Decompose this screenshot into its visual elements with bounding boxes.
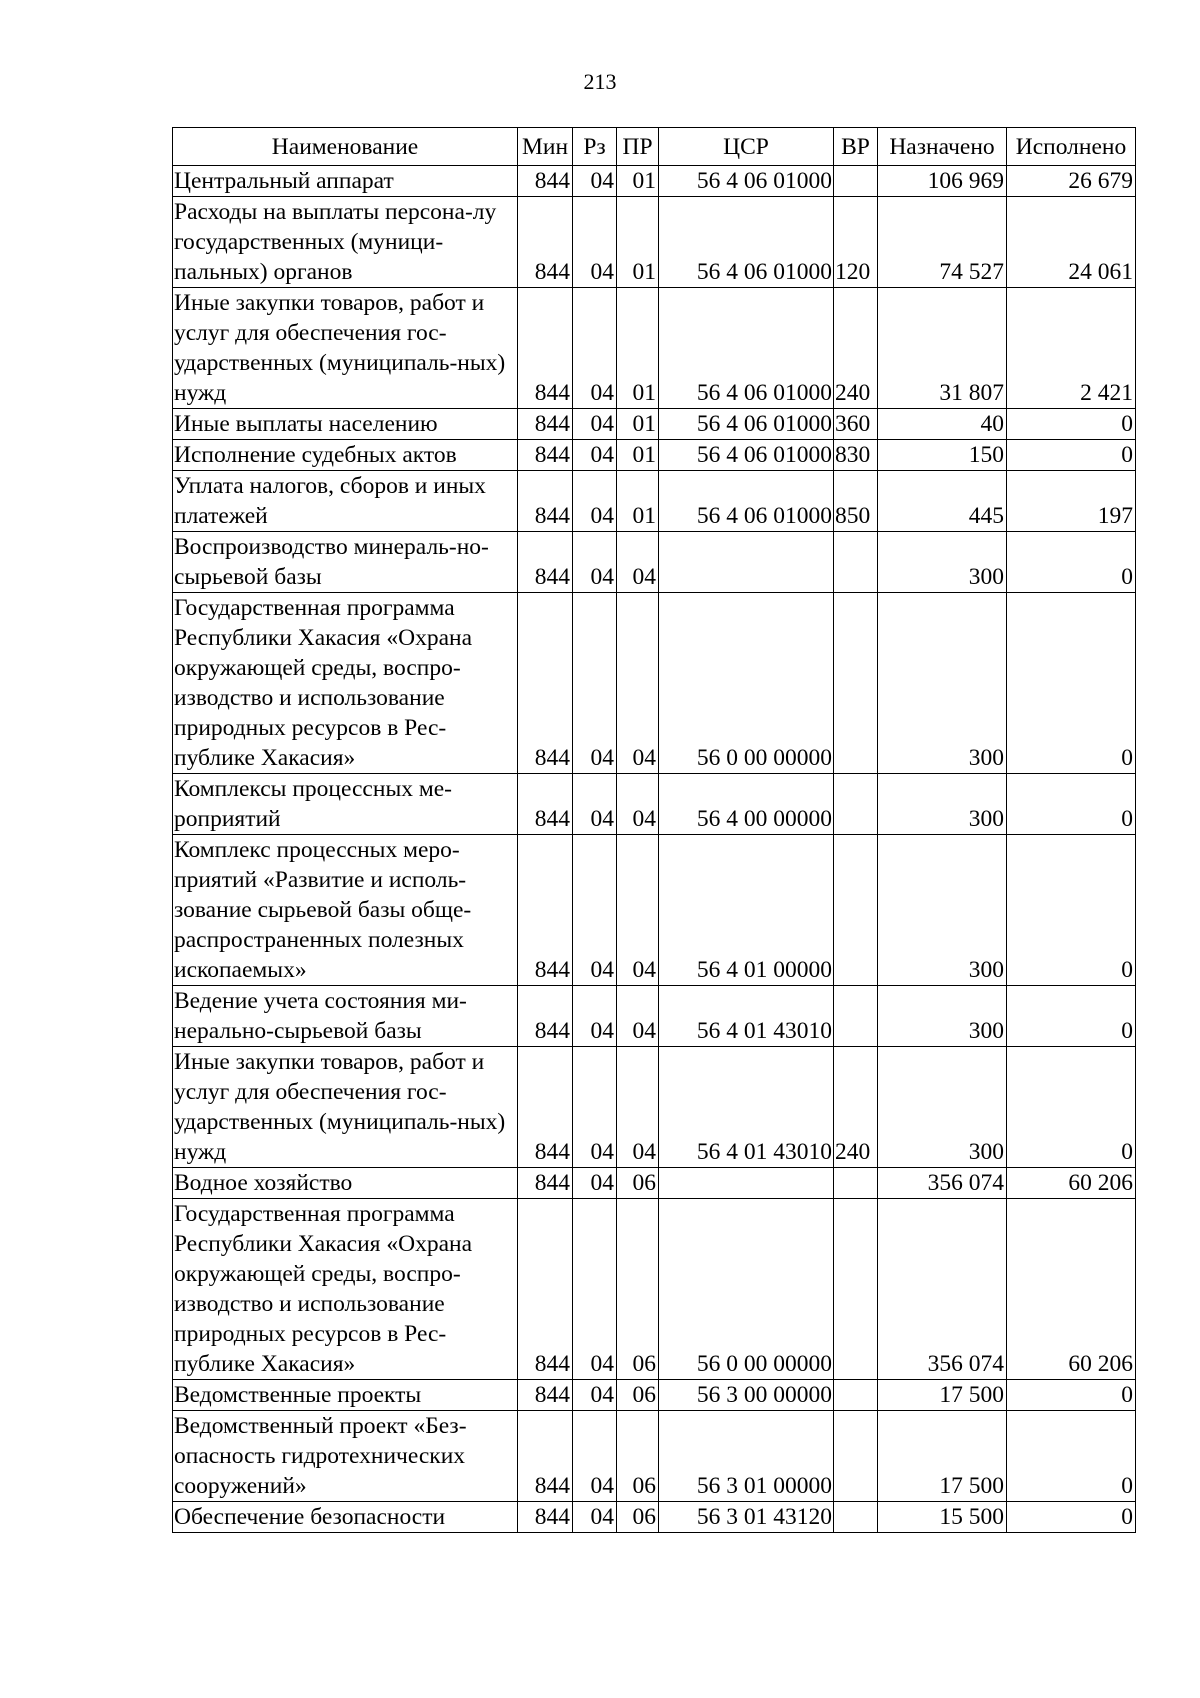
cell-vr [834, 774, 878, 835]
cell-min: 844 [518, 409, 573, 440]
cell-csr: 56 4 01 43010 [659, 1047, 834, 1168]
cell-vr: 240 [834, 1047, 878, 1168]
table-row [173, 1411, 1136, 1502]
cell-executed: 24 061 [1007, 197, 1136, 288]
table-row [173, 1502, 1136, 1533]
header-pr: ПР [617, 128, 659, 166]
cell-csr: 56 3 00 00000 [659, 1380, 834, 1411]
cell-min: 844 [518, 1502, 573, 1533]
cell-pr: 04 [617, 593, 659, 774]
cell-min: 844 [518, 1168, 573, 1199]
cell-csr: 56 4 01 00000 [659, 835, 834, 986]
table-row [173, 835, 1136, 986]
table-row [173, 1047, 1136, 1168]
cell-name: Иные закупки товаров, работ и услуг для обеспечения гос-ударственных (муниципаль-ных) нужд [173, 1047, 518, 1168]
table-header-row [173, 128, 1136, 166]
cell-csr: 56 4 00 00000 [659, 774, 834, 835]
table-row [173, 1168, 1136, 1199]
cell-assigned: 17 500 [878, 1380, 1007, 1411]
cell-pr: 04 [617, 986, 659, 1047]
cell-vr: 850 [834, 471, 878, 532]
cell-executed: 0 [1007, 774, 1136, 835]
cell-csr: 56 3 01 00000 [659, 1411, 834, 1502]
header-assigned: Назначено [878, 128, 1007, 166]
cell-pr: 04 [617, 1047, 659, 1168]
cell-executed: 0 [1007, 835, 1136, 986]
cell-pr: 04 [617, 774, 659, 835]
cell-vr [834, 1502, 878, 1533]
cell-csr: 56 0 00 00000 [659, 1199, 834, 1380]
cell-pr: 04 [617, 532, 659, 593]
cell-executed: 0 [1007, 1047, 1136, 1168]
cell-assigned: 40 [878, 409, 1007, 440]
cell-pr: 06 [617, 1411, 659, 1502]
cell-pr: 01 [617, 288, 659, 409]
cell-name: Обеспечение безопасности [173, 1502, 518, 1533]
cell-csr: 56 0 00 00000 [659, 593, 834, 774]
table-row [173, 288, 1136, 409]
cell-vr [834, 986, 878, 1047]
table-row [173, 197, 1136, 288]
cell-assigned: 300 [878, 1047, 1007, 1168]
cell-executed: 2 421 [1007, 288, 1136, 409]
cell-min: 844 [518, 440, 573, 471]
cell-rz: 04 [573, 409, 617, 440]
header-rz: Рз [573, 128, 617, 166]
header-min: Мин [518, 128, 573, 166]
cell-min: 844 [518, 166, 573, 197]
cell-min: 844 [518, 197, 573, 288]
cell-name: Водное хозяйство [173, 1168, 518, 1199]
cell-name: Иные закупки товаров, работ и услуг для обеспечения гос-ударственных (муниципаль-ных) нужд [173, 288, 518, 409]
cell-executed: 0 [1007, 409, 1136, 440]
table-row [173, 532, 1136, 593]
cell-executed: 0 [1007, 1380, 1136, 1411]
table-row [173, 593, 1136, 774]
cell-assigned: 106 969 [878, 166, 1007, 197]
cell-pr: 06 [617, 1168, 659, 1199]
cell-vr [834, 835, 878, 986]
cell-executed: 60 206 [1007, 1168, 1136, 1199]
cell-assigned: 300 [878, 593, 1007, 774]
cell-rz: 04 [573, 288, 617, 409]
cell-pr: 01 [617, 471, 659, 532]
header-executed: Исполнено [1007, 128, 1136, 166]
cell-assigned: 300 [878, 835, 1007, 986]
cell-assigned: 15 500 [878, 1502, 1007, 1533]
cell-name: Ведение учета состояния ми-нерально-сырьевой базы [173, 986, 518, 1047]
cell-assigned: 31 807 [878, 288, 1007, 409]
cell-assigned: 300 [878, 774, 1007, 835]
cell-vr [834, 1380, 878, 1411]
cell-rz: 04 [573, 166, 617, 197]
cell-rz: 04 [573, 1199, 617, 1380]
cell-rz: 04 [573, 532, 617, 593]
cell-csr: 56 4 01 43010 [659, 986, 834, 1047]
cell-pr: 06 [617, 1380, 659, 1411]
cell-name: Государственная программа Республики Хакасия «Охрана окружающей среды, воспро-изводство и использование природных ресурсов в Рес-публике Хакасия» [173, 1199, 518, 1380]
cell-rz: 04 [573, 1047, 617, 1168]
cell-min: 844 [518, 986, 573, 1047]
cell-rz: 04 [573, 593, 617, 774]
cell-vr: 240 [834, 288, 878, 409]
cell-vr: 360 [834, 409, 878, 440]
cell-executed: 0 [1007, 532, 1136, 593]
budget-table [172, 127, 1136, 1533]
cell-assigned: 300 [878, 532, 1007, 593]
cell-name: Государственная программа Республики Хакасия «Охрана окружающей среды, воспро-изводство и использование природных ресурсов в Рес-публике Хакасия» [173, 593, 518, 774]
cell-min: 844 [518, 593, 573, 774]
cell-min: 844 [518, 774, 573, 835]
cell-min: 844 [518, 1411, 573, 1502]
cell-csr: 56 4 06 01000 [659, 288, 834, 409]
cell-executed: 0 [1007, 986, 1136, 1047]
cell-pr: 04 [617, 835, 659, 986]
cell-executed: 0 [1007, 1502, 1136, 1533]
table-row [173, 986, 1136, 1047]
cell-vr [834, 166, 878, 197]
table-row [173, 471, 1136, 532]
cell-min: 844 [518, 471, 573, 532]
cell-csr: 56 4 06 01000 [659, 471, 834, 532]
cell-pr: 06 [617, 1199, 659, 1380]
cell-executed: 0 [1007, 593, 1136, 774]
table-row [173, 409, 1136, 440]
cell-pr: 06 [617, 1502, 659, 1533]
table-row [173, 166, 1136, 197]
table-row [173, 1199, 1136, 1380]
cell-vr: 120 [834, 197, 878, 288]
cell-pr: 01 [617, 440, 659, 471]
cell-min: 844 [518, 288, 573, 409]
page-number: 213 [583, 69, 617, 94]
cell-assigned: 356 074 [878, 1199, 1007, 1380]
cell-assigned: 445 [878, 471, 1007, 532]
cell-csr: 56 4 06 01000 [659, 409, 834, 440]
table-row [173, 440, 1136, 471]
cell-vr [834, 1411, 878, 1502]
cell-executed: 197 [1007, 471, 1136, 532]
cell-vr [834, 532, 878, 593]
table-row [173, 1380, 1136, 1411]
cell-name: Ведомственные проекты [173, 1380, 518, 1411]
header-csr: ЦСР [659, 128, 834, 166]
cell-name: Воспроизводство минераль-но-сырьевой базы [173, 532, 518, 593]
cell-rz: 04 [573, 440, 617, 471]
cell-csr: 56 4 06 01000 [659, 166, 834, 197]
cell-csr: 56 4 06 01000 [659, 440, 834, 471]
cell-rz: 04 [573, 1411, 617, 1502]
table-row [173, 774, 1136, 835]
cell-executed: 26 679 [1007, 166, 1136, 197]
cell-name: Уплата налогов, сборов и иных платежей [173, 471, 518, 532]
cell-assigned: 74 527 [878, 197, 1007, 288]
cell-vr [834, 1168, 878, 1199]
cell-executed: 0 [1007, 1411, 1136, 1502]
cell-vr [834, 1199, 878, 1380]
cell-csr: 56 4 06 01000 [659, 197, 834, 288]
cell-pr: 01 [617, 197, 659, 288]
cell-name: Ведомственный проект «Без-опасность гидротехнических сооружений» [173, 1411, 518, 1502]
cell-min: 844 [518, 835, 573, 986]
cell-rz: 04 [573, 1502, 617, 1533]
cell-pr: 01 [617, 166, 659, 197]
cell-executed: 60 206 [1007, 1199, 1136, 1380]
table-body [173, 166, 1136, 1533]
cell-assigned: 356 074 [878, 1168, 1007, 1199]
cell-csr [659, 1168, 834, 1199]
header-vr: ВР [834, 128, 878, 166]
cell-executed: 0 [1007, 440, 1136, 471]
cell-assigned: 150 [878, 440, 1007, 471]
cell-rz: 04 [573, 986, 617, 1047]
cell-name: Расходы на выплаты персона-лу государственных (муници-пальных) органов [173, 197, 518, 288]
cell-vr [834, 593, 878, 774]
cell-min: 844 [518, 1047, 573, 1168]
cell-min: 844 [518, 532, 573, 593]
cell-csr: 56 3 01 43120 [659, 1502, 834, 1533]
cell-min: 844 [518, 1380, 573, 1411]
cell-vr: 830 [834, 440, 878, 471]
cell-rz: 04 [573, 197, 617, 288]
cell-min: 844 [518, 1199, 573, 1380]
cell-name: Комплексы процессных ме-роприятий [173, 774, 518, 835]
cell-pr: 01 [617, 409, 659, 440]
cell-name: Исполнение судебных актов [173, 440, 518, 471]
cell-assigned: 300 [878, 986, 1007, 1047]
cell-assigned: 17 500 [878, 1411, 1007, 1502]
cell-rz: 04 [573, 471, 617, 532]
cell-rz: 04 [573, 774, 617, 835]
cell-name: Центральный аппарат [173, 166, 518, 197]
cell-rz: 04 [573, 1380, 617, 1411]
header-name: Наименование [173, 128, 518, 166]
cell-name: Иные выплаты населению [173, 409, 518, 440]
cell-rz: 04 [573, 835, 617, 986]
cell-rz: 04 [573, 1168, 617, 1199]
cell-name: Комплекс процессных меро-приятий «Развитие и исполь-зование сырьевой базы обще-распространенных полезных ископаемых» [173, 835, 518, 986]
cell-csr [659, 532, 834, 593]
